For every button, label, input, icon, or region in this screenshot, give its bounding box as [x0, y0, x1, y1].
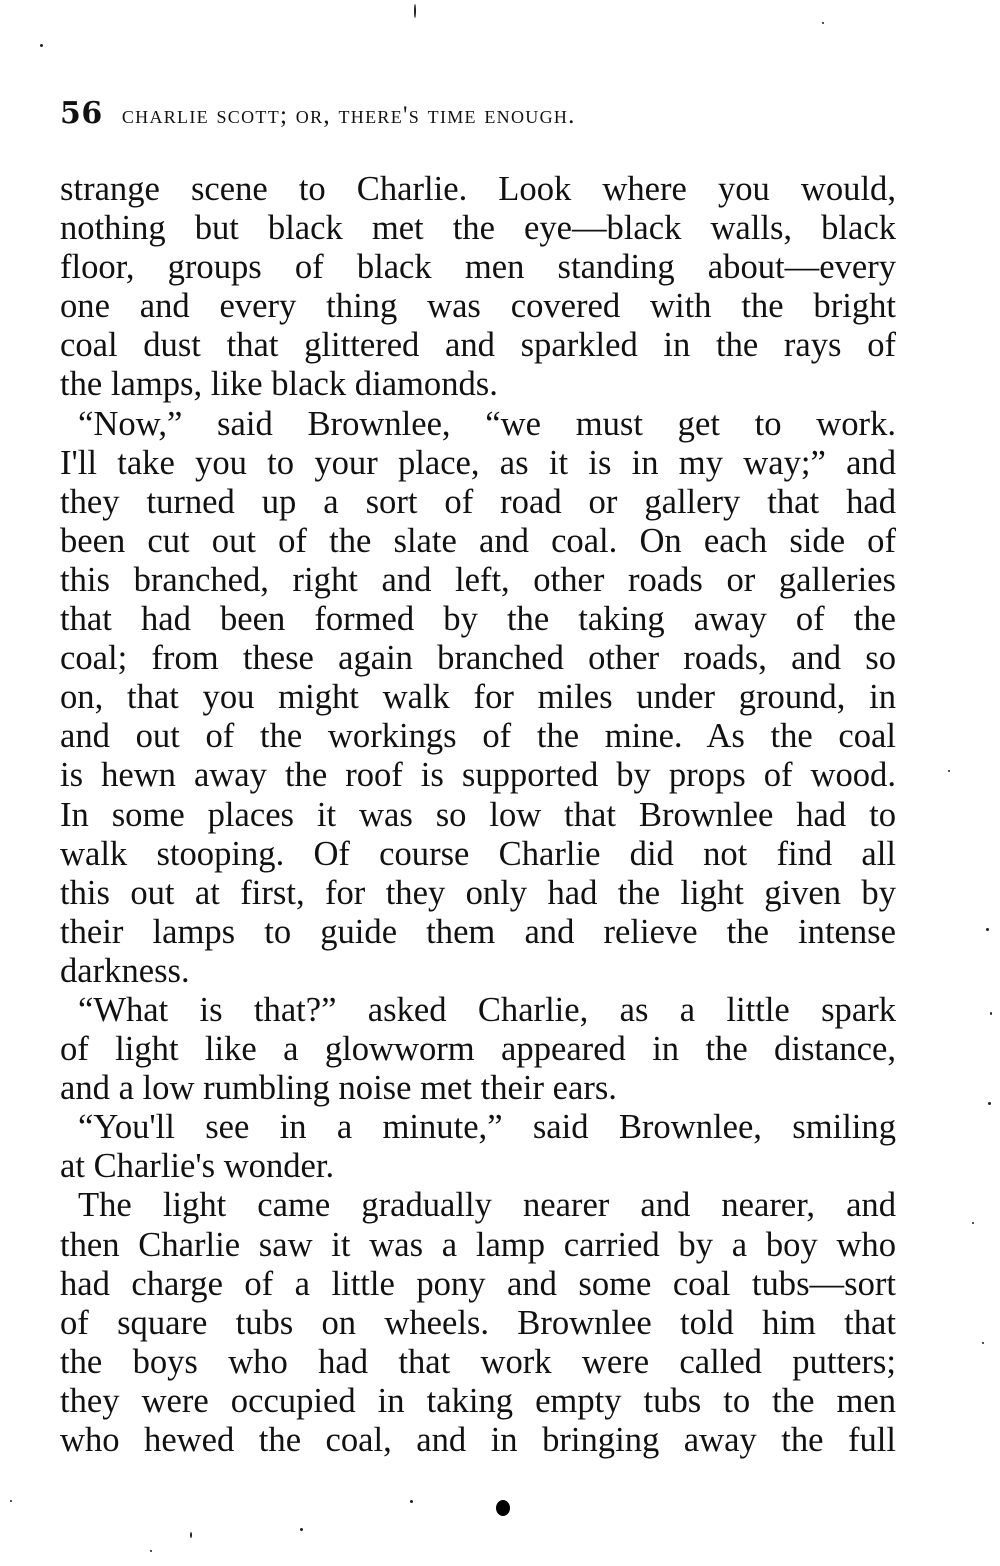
text-line: coal; from these again branched other roads, and so — [60, 639, 896, 678]
text-line: of square tubs on wheels. Brownlee told him that — [60, 1303, 896, 1342]
text-line: on, that you might walk for miles under ground, in — [60, 678, 896, 717]
text-line: floor, groups of black men standing about—every — [60, 248, 896, 287]
text-line: one and every thing was covered with the bright — [60, 287, 896, 326]
running-title: charlie scott; or, there's time enough. — [121, 102, 576, 129]
scan-speck — [410, 1500, 413, 1503]
scan-speck — [972, 1222, 974, 1224]
text-line: and out of the workings of the mine. As the coal — [60, 717, 896, 756]
text-line: at Charlie's wonder. — [60, 1147, 335, 1186]
text-line: had charge of a little pony and some coal tubs—sort — [60, 1264, 896, 1303]
scan-speck — [986, 928, 989, 931]
text-line: coal dust that glittered and sparkled in the rays of — [60, 326, 896, 365]
scan-speck — [822, 22, 824, 24]
text-line: this branched, right and left, other roads or galleries — [60, 560, 896, 599]
text-line: and a low rumbling noise met their ears. — [60, 1069, 617, 1108]
text-line: who hewed the coal, and in bringing away the full — [60, 1421, 896, 1459]
text-line: then Charlie saw it was a lamp carried by a boy who — [60, 1225, 896, 1264]
text-line: this out at first, for they only had the light given by — [60, 873, 896, 912]
text-line: of light like a glowworm appeared in the distance, — [60, 1030, 896, 1069]
scan-speck — [496, 1500, 510, 1516]
scan-speck — [10, 1500, 12, 1502]
text-line: strange scene to Charlie. Look where you would, — [60, 170, 896, 208]
text-line: their lamps to guide them and relieve the intense — [60, 912, 896, 951]
scan-speck — [982, 1342, 984, 1344]
text-line: darkness. — [60, 951, 190, 990]
text-line: “Now,” said Brownlee, “we must get to work. — [78, 404, 896, 443]
scan-speck — [190, 1532, 192, 1538]
text-line: “You'll see in a minute,” said Brownlee, smiling — [78, 1108, 896, 1147]
text-line: The light came gradually nearer and nearer, and — [78, 1186, 896, 1225]
text-line: “What is that?” asked Charlie, as a little spark — [78, 990, 896, 1029]
scan-speck — [988, 1102, 991, 1105]
scan-speck — [300, 1528, 303, 1531]
scan-speck — [948, 770, 950, 772]
text-line: the boys who had that work were called putters; — [60, 1342, 896, 1381]
scan-speck — [150, 1550, 152, 1552]
page-number: 56 — [60, 96, 103, 131]
text-line: been cut out of the slate and coal. On each side of — [60, 521, 896, 560]
scan-speck — [40, 44, 43, 47]
text-line: is hewn away the roof is supported by props of wood. — [60, 756, 896, 795]
text-line: they were occupied in taking empty tubs to the men — [60, 1381, 896, 1420]
body-text — [60, 170, 896, 1460]
text-line: that had been formed by the taking away of the — [60, 600, 896, 639]
text-line: walk stooping. Of course Charlie did not find all — [60, 834, 896, 873]
scan-speck — [414, 4, 416, 18]
running-head — [60, 96, 900, 140]
text-line: the lamps, like black diamonds. — [60, 365, 498, 404]
text-line: nothing but black met the eye—black walls, black — [60, 209, 896, 248]
text-line: In some places it was so low that Brownlee had to — [60, 795, 896, 834]
text-line: they turned up a sort of road or gallery that had — [60, 482, 896, 521]
scan-speck — [990, 1012, 992, 1015]
text-line: I'll take you to your place, as it is in my way;” and — [60, 443, 896, 482]
